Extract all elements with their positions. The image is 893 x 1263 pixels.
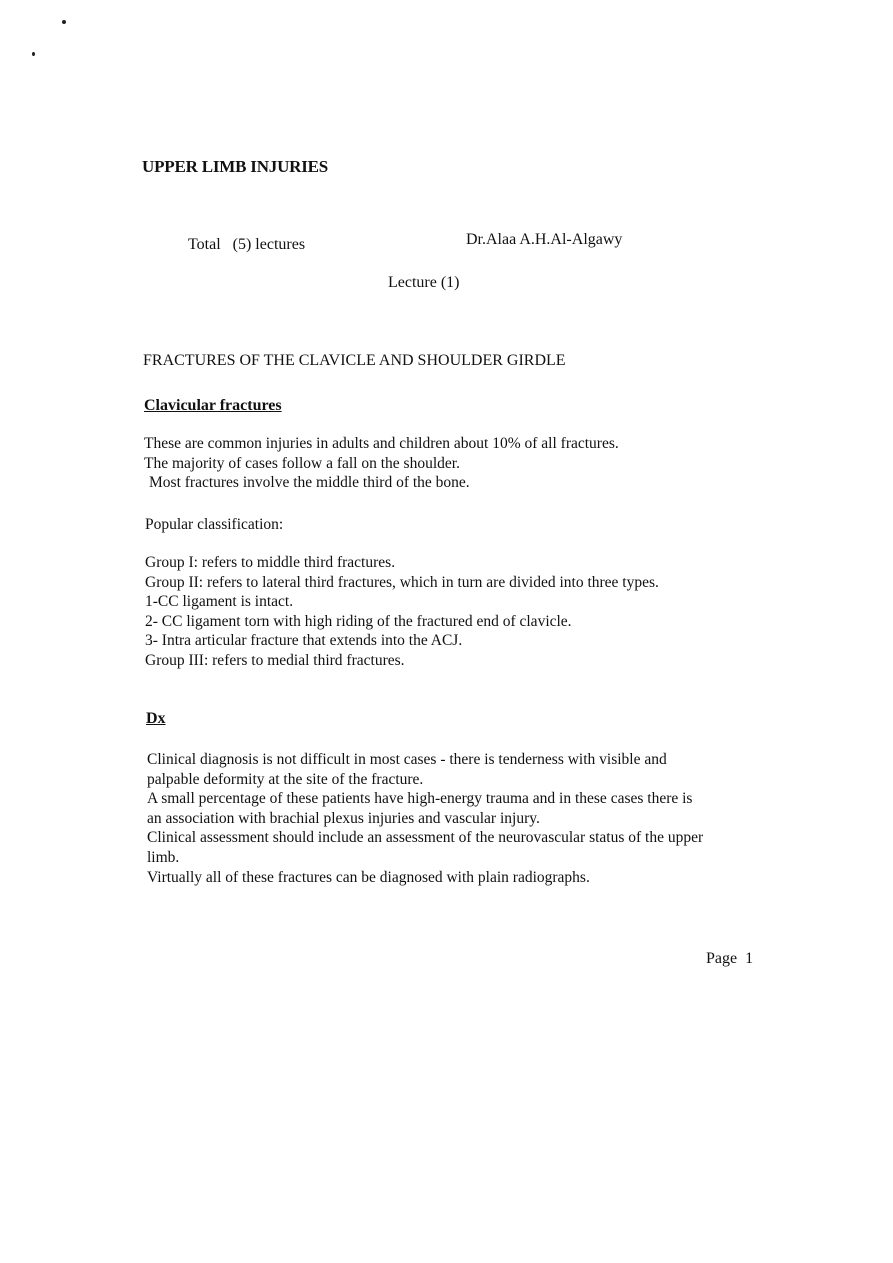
lecture-number: Lecture (1) bbox=[388, 274, 460, 291]
dx-paragraph bbox=[147, 750, 703, 887]
text-line: Virtually all of these fractures can be diagnosed with plain radiographs. bbox=[147, 868, 590, 886]
scan-speck bbox=[62, 20, 66, 24]
text-line: palpable deformity at the site of the fracture. bbox=[147, 770, 424, 788]
classification-item: Group I: refers to middle third fractures. bbox=[145, 554, 396, 571]
page-number: Page 1 bbox=[706, 950, 754, 967]
dx-heading: Dx bbox=[146, 710, 166, 727]
classification-item: 3- Intra articular fracture that extends into the ACJ. bbox=[145, 632, 463, 650]
text-line: Clinical diagnosis is not difficult in most cases - there is tenderness with visible and bbox=[147, 751, 667, 768]
text-line: limb. bbox=[147, 848, 180, 866]
clavicular-fractures-heading: Clavicular fractures bbox=[144, 397, 282, 414]
classification-item: Group II: refers to lateral third fractures, which in turn are divided into three types. bbox=[145, 573, 659, 591]
classification-label: Popular classification: bbox=[145, 516, 284, 533]
text-line: A small percentage of these patients have high-energy trauma and in these cases there is bbox=[147, 790, 693, 808]
classification-item: Group III: refers to medial third fractures. bbox=[145, 651, 405, 669]
text-line: The majority of cases follow a fall on the shoulder. bbox=[144, 454, 460, 472]
section-title: FRACTURES OF THE CLAVICLE AND SHOULDER GIRDLE bbox=[143, 352, 566, 369]
classification-list bbox=[145, 553, 659, 671]
text-line: an association with brachial plexus injuries and vascular injury. bbox=[147, 809, 540, 827]
text-line: Most fractures involve the middle third of the bone. bbox=[149, 474, 470, 492]
classification-item: 2- CC ligament torn with high riding of the fractured end of clavicle. bbox=[145, 612, 572, 630]
document-title: UPPER LIMB INJURIES bbox=[142, 157, 329, 176]
text-line: These are common injuries in adults and children about 10% of all fractures. bbox=[144, 435, 619, 452]
total-lectures: Total (5) lectures bbox=[188, 236, 306, 253]
author-name: Dr.Alaa A.H.Al-Algawy bbox=[466, 231, 623, 248]
scan-speck bbox=[32, 52, 35, 56]
classification-item: 1-CC ligament is intact. bbox=[145, 593, 294, 611]
text-line: Clinical assessment should include an assessment of the neurovascular status of the upper bbox=[147, 829, 704, 847]
clavicular-intro-paragraph bbox=[144, 434, 619, 493]
